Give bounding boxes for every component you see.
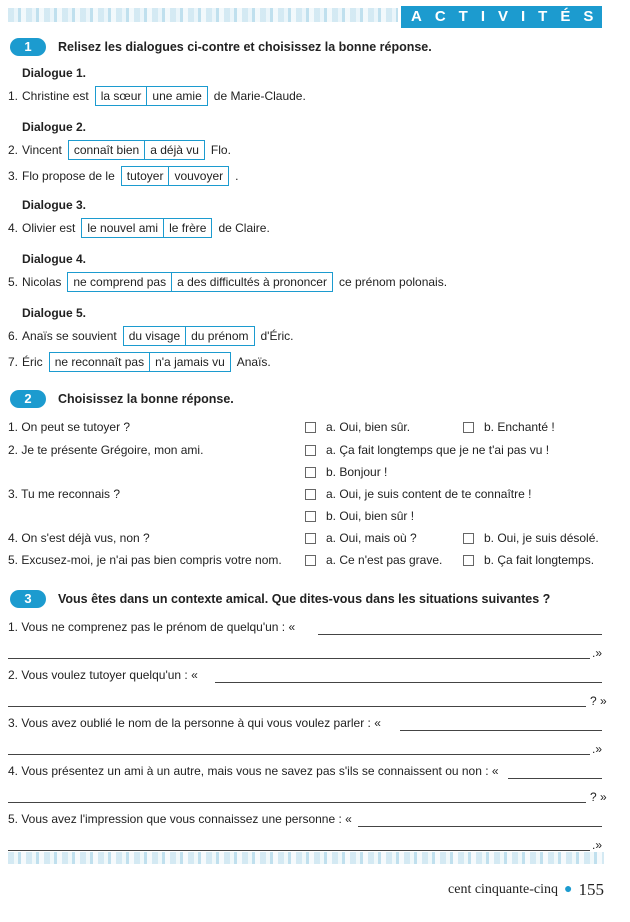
choice-box[interactable] <box>121 166 229 186</box>
ex2-question-5: 5. Excusez-moi, je n'ai pas bien compris votre nom. <box>8 553 282 567</box>
choice-option-a[interactable]: ne reconnaît pas <box>54 355 145 369</box>
page-number-words: cent cinquante-cinq <box>448 882 559 897</box>
answer-line[interactable] <box>508 778 602 779</box>
ex1-item-4: 4. Olivier est le nouvel ami le frère de Claire. <box>8 218 270 238</box>
ex3-prompt-5: 5. Vous avez l'impression que vous connaissez une personne : « <box>8 812 352 826</box>
checkbox[interactable] <box>305 555 316 566</box>
answer-line[interactable] <box>358 826 602 827</box>
answer-line[interactable] <box>8 802 586 803</box>
dialogue-2-heading: Dialogue 2. <box>22 120 87 134</box>
ex2-option: b. Ça fait longtemps. <box>463 553 594 567</box>
ex2-question-2: 2. Je te présente Grégoire, mon ami. <box>8 443 204 457</box>
ex2-question-3: 3. Tu me reconnais ? <box>8 487 121 501</box>
ex1-item-1: 1. Christine est la sœur une amie de Marie-Claude. <box>8 86 306 106</box>
choice-option-a[interactable]: ne comprend pas <box>73 275 167 289</box>
bottom-decorative-band <box>8 852 604 864</box>
ex2-question-4: 4. On s'est déjà vus, non ? <box>8 531 150 545</box>
ex2-option: b. Oui, je suis désolé. <box>463 531 599 545</box>
choice-option-b[interactable]: le frère <box>163 219 211 237</box>
ex1-item-2: 2. Vincent connaît bien a déjà vu Flo. <box>8 140 231 160</box>
ex1-item-7: 7. Éric ne reconnaît pas n'a jamais vu Anaïs. <box>8 352 271 372</box>
choice-option-b[interactable]: du prénom <box>185 327 253 345</box>
checkbox[interactable] <box>463 533 474 544</box>
activites-header-tab: ACTIVITÉS <box>398 6 602 28</box>
ex3-end-3: .» <box>592 742 603 756</box>
checkbox[interactable] <box>305 533 316 544</box>
checkbox[interactable] <box>305 422 316 433</box>
choice-option-a[interactable]: connaît bien <box>73 143 140 157</box>
ex1-item-6: 6. Anaïs se souvient du visage du prénom d'Éric. <box>8 326 293 346</box>
exercise-3-title: Vous êtes dans un contexte amical. Que dites-vous dans les situations suivantes ? <box>58 592 551 606</box>
choice-option-b[interactable]: a déjà vu <box>144 141 204 159</box>
answer-line[interactable] <box>400 730 602 731</box>
exercise-2-badge: 2 <box>10 390 46 408</box>
exercise-3-badge: 3 <box>10 590 46 608</box>
ex3-end-2: ? » <box>590 694 607 708</box>
ex1-item-3: 3. Flo propose de le tutoyer vouvoyer . <box>8 166 238 186</box>
bullet-dot-icon: ● <box>564 882 573 897</box>
ex2-option: a. Ça fait longtemps que je ne t'ai pas vu ! <box>305 443 549 457</box>
page-footer <box>448 880 604 900</box>
choice-option-b[interactable]: a des difficultés à prononcer <box>171 273 332 291</box>
dialogue-1-heading: Dialogue 1. <box>22 66 87 80</box>
page-number: 155 <box>578 880 604 899</box>
answer-line[interactable] <box>215 682 602 683</box>
top-decorative-band <box>8 8 400 22</box>
exercise-1-badge: 1 <box>10 38 46 56</box>
ex3-prompt-4: 4. Vous présentez un ami à un autre, mais vous ne savez pas s'ils se connaissent ou non : « <box>8 764 499 778</box>
ex2-option: b. Enchanté ! <box>463 420 555 434</box>
ex2-option: a. Oui, mais où ? <box>305 531 417 545</box>
exercise-2-title: Choisissez la bonne réponse. <box>58 392 234 406</box>
choice-box[interactable] <box>123 326 255 346</box>
ex3-prompt-2: 2. Vous voulez tutoyer quelqu'un : « <box>8 668 198 682</box>
choice-option-a[interactable]: tutoyer <box>126 169 164 183</box>
dialogue-3-heading: Dialogue 3. <box>22 198 87 212</box>
dialogue-4-heading: Dialogue 4. <box>22 252 87 266</box>
ex3-end-1: .» <box>592 646 603 660</box>
exercise-1-title: Relisez les dialogues ci-contre et choisissez la bonne réponse. <box>58 40 432 54</box>
ex2-option: a. Oui, bien sûr. <box>305 420 410 434</box>
choice-option-a[interactable]: du visage <box>128 329 181 343</box>
choice-box[interactable] <box>67 272 333 292</box>
ex3-prompt-1: 1. Vous ne comprenez pas le prénom de quelqu'un : « <box>8 620 296 634</box>
ex1-item-5: 5. Nicolas ne comprend pas a des difficultés à prononcer ce prénom polonais. <box>8 272 447 292</box>
ex3-prompt-3: 3. Vous avez oublié le nom de la personne à qui vous voulez parler : « <box>8 716 381 730</box>
answer-line[interactable] <box>318 634 602 635</box>
answer-line[interactable] <box>8 850 590 851</box>
checkbox[interactable] <box>463 422 474 433</box>
ex2-option: a. Oui, je suis content de te connaître ! <box>305 487 531 501</box>
ex2-option: b. Bonjour ! <box>305 465 387 479</box>
choice-option-b[interactable]: vouvoyer <box>168 167 228 185</box>
answer-line[interactable] <box>8 754 590 755</box>
answer-line[interactable] <box>8 658 590 659</box>
choice-box[interactable] <box>49 352 231 372</box>
checkbox[interactable] <box>305 445 316 456</box>
ex2-option: a. Ce n'est pas grave. <box>305 553 442 567</box>
checkbox[interactable] <box>463 555 474 566</box>
answer-line[interactable] <box>8 706 586 707</box>
choice-box[interactable] <box>95 86 208 106</box>
checkbox[interactable] <box>305 467 316 478</box>
choice-box[interactable] <box>81 218 212 238</box>
ex3-end-5: .» <box>592 838 603 852</box>
choice-option-a[interactable]: le nouvel ami <box>87 221 159 235</box>
ex2-option: b. Oui, bien sûr ! <box>305 509 414 523</box>
choice-box[interactable] <box>68 140 205 160</box>
choice-option-a[interactable]: la sœur <box>100 89 142 103</box>
checkbox[interactable] <box>305 511 316 522</box>
choice-option-b[interactable]: une amie <box>146 87 206 105</box>
checkbox[interactable] <box>305 489 316 500</box>
dialogue-5-heading: Dialogue 5. <box>22 306 87 320</box>
ex2-question-1: 1. On peut se tutoyer ? <box>8 420 131 434</box>
choice-option-b[interactable]: n'a jamais vu <box>149 353 230 371</box>
ex3-end-4: ? » <box>590 790 607 804</box>
